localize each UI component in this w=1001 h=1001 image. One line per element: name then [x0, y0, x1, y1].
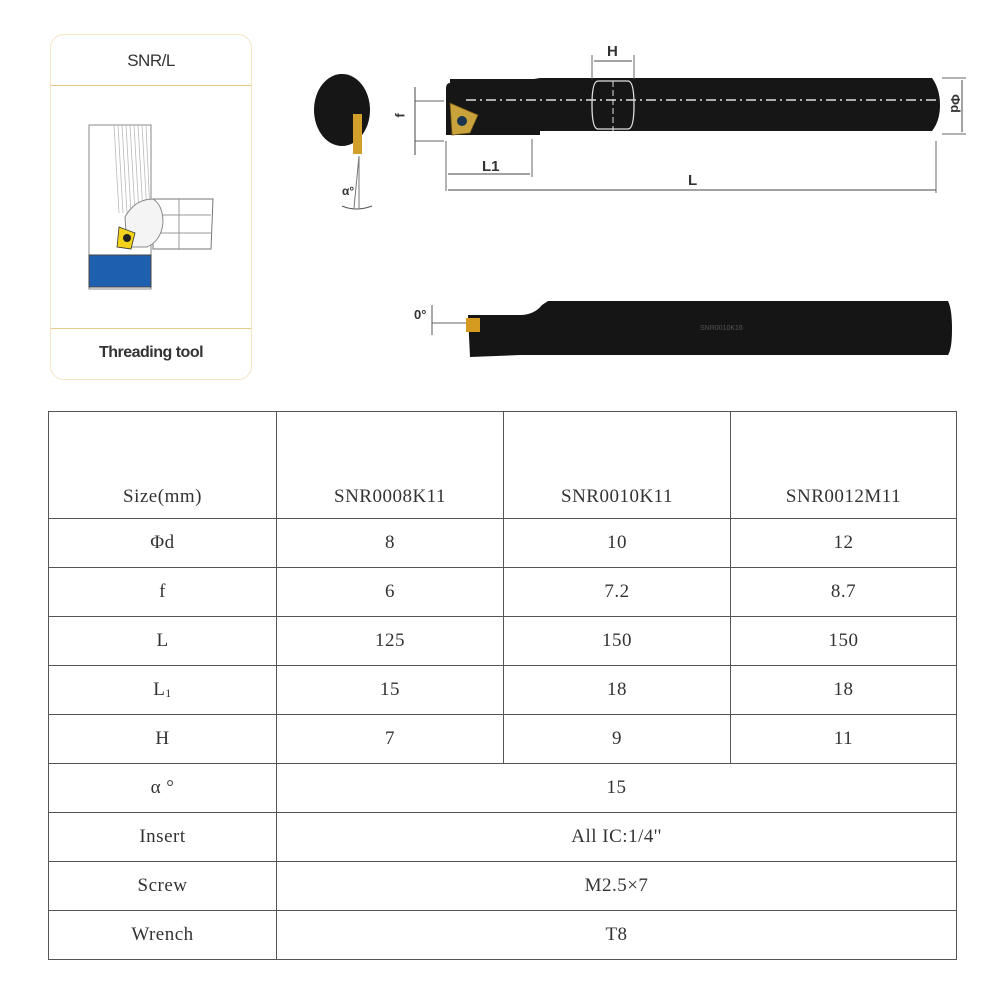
cell-value: 6 — [277, 568, 504, 617]
cell-value: 7 — [277, 715, 504, 764]
param-label: Wrench — [49, 911, 277, 960]
cell-value: 18 — [504, 666, 731, 715]
cell-value: 15 — [277, 666, 504, 715]
header-model: SNR0012M11 — [731, 412, 957, 519]
alpha-angle-label: α° — [342, 184, 355, 198]
table-row — [49, 764, 957, 813]
table-row — [49, 519, 957, 568]
cell-value: 150 — [731, 617, 957, 666]
table-header-row — [49, 412, 957, 519]
cell-value: 7.2 — [504, 568, 731, 617]
card-caption: Threading tool — [98, 344, 204, 361]
tool-photo-icon — [410, 295, 955, 365]
param-label: Screw — [49, 862, 277, 911]
card-divider-top — [51, 85, 251, 86]
table-row — [49, 617, 957, 666]
zero-angle-label: 0° — [414, 307, 427, 322]
table-row — [49, 715, 957, 764]
cell-value: 8 — [277, 519, 504, 568]
header-size-label: Size(mm) — [49, 412, 277, 519]
phi-d-dimension-label: Φd — [947, 94, 963, 113]
param-label: H — [49, 715, 277, 764]
table-row — [49, 813, 957, 862]
cell-value: 18 — [731, 666, 957, 715]
threading-illustration-icon — [87, 123, 217, 293]
cell-value: 11 — [731, 715, 957, 764]
param-label: α ° — [49, 764, 277, 813]
param-label: Φd — [49, 519, 277, 568]
cell-value: 8.7 — [731, 568, 957, 617]
card-title: SNR/L — [127, 51, 175, 70]
cell-value: All IC:1/4'' — [277, 813, 957, 862]
f-dimension-label: f — [392, 113, 408, 118]
header-model: SNR0008K11 — [277, 412, 504, 519]
h-dimension-label: H — [607, 43, 618, 60]
cell-value: 150 — [504, 617, 731, 666]
cell-value: T8 — [277, 911, 957, 960]
tool-end-view-icon — [312, 72, 382, 222]
l-dimension-label: L — [688, 172, 698, 189]
table-row — [49, 911, 957, 960]
header-model: SNR0010K11 — [504, 412, 731, 519]
param-label: Insert — [49, 813, 277, 862]
cell-value: 15 — [277, 764, 957, 813]
tool-marking-text: SNR0010K16 — [700, 325, 743, 332]
param-label: f — [49, 568, 277, 617]
cell-value: M2.5×7 — [277, 862, 957, 911]
table-row — [49, 666, 957, 715]
table-row — [49, 568, 957, 617]
table-row — [49, 862, 957, 911]
l1-dimension-label: L1 — [482, 158, 500, 175]
product-card — [50, 34, 252, 380]
param-label: L — [49, 617, 277, 666]
cell-value: 12 — [731, 519, 957, 568]
param-label: $L_1$ — [49, 666, 277, 715]
cell-value: 125 — [277, 617, 504, 666]
spec-table — [48, 411, 957, 960]
cell-value: 9 — [504, 715, 731, 764]
cell-value: 10 — [504, 519, 731, 568]
